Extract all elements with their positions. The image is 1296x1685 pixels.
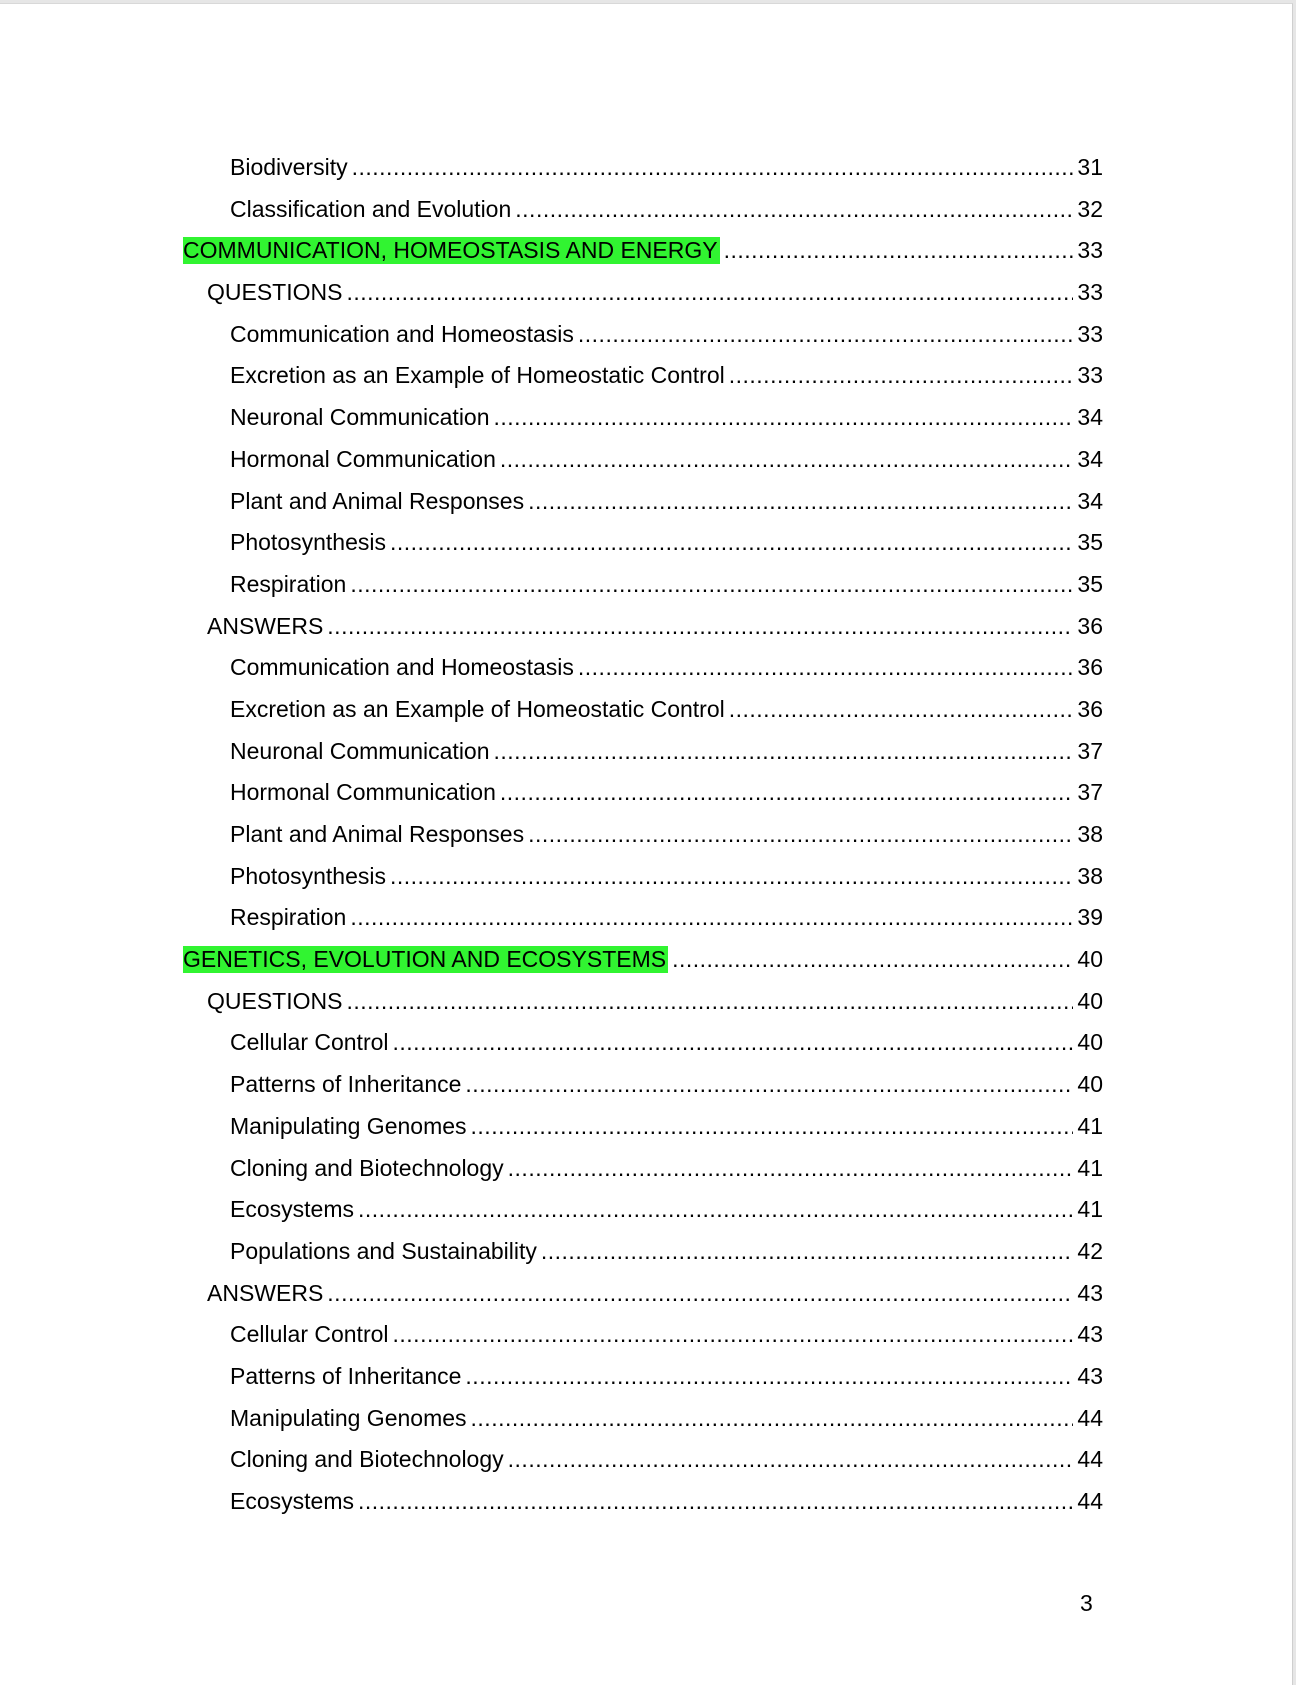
toc-page-number: 43 [1077, 1362, 1103, 1389]
document-page [0, 3, 1293, 1685]
toc-subsection-title: QUESTIONS [207, 279, 343, 306]
toc-topic-title: Patterns of Inheritance [230, 1071, 462, 1098]
toc-dot-leader [350, 904, 1073, 931]
toc-page-number: 33 [1077, 279, 1103, 306]
toc-topic-title: Communication and Homeostasis [230, 654, 574, 681]
toc-entry[interactable] [183, 738, 1103, 780]
toc-entry[interactable] [183, 154, 1103, 196]
toc-topic-title: Hormonal Communication [230, 445, 496, 472]
toc-topic-title: Ecosystems [230, 1196, 354, 1223]
toc-topic-title: Patterns of Inheritance [230, 1362, 462, 1389]
toc-topic-title: Hormonal Communication [230, 779, 496, 806]
toc-dot-leader [528, 821, 1073, 848]
toc-entry[interactable] [183, 988, 1103, 1030]
toc-dot-leader [346, 279, 1073, 306]
toc-page-number: 36 [1077, 654, 1103, 681]
toc-entry[interactable] [183, 446, 1103, 488]
toc-page-number: 34 [1077, 487, 1103, 514]
toc-dot-leader [471, 1113, 1074, 1140]
toc-entry[interactable] [183, 1280, 1103, 1322]
toc-dot-leader [541, 1238, 1074, 1265]
toc-dot-leader [729, 696, 1074, 723]
toc-dot-leader [327, 1280, 1073, 1307]
toc-dot-leader [327, 613, 1073, 640]
toc-page-number: 35 [1077, 529, 1103, 556]
toc-dot-leader [528, 488, 1073, 515]
toc-topic-title: Respiration [230, 904, 347, 931]
page-number: 3 [1080, 1590, 1093, 1616]
toc-dot-leader [358, 1488, 1073, 1515]
toc-dot-leader [508, 1446, 1074, 1473]
toc-page-number: 37 [1077, 779, 1103, 806]
toc-entry[interactable] [183, 1196, 1103, 1238]
toc-page-number: 43 [1077, 1279, 1103, 1306]
toc-page-number: 31 [1077, 154, 1103, 180]
toc-page-number: 40 [1077, 946, 1103, 973]
toc-entry[interactable] [183, 571, 1103, 613]
toc-entry[interactable] [183, 488, 1103, 530]
toc-topic-title: Plant and Animal Responses [230, 487, 525, 514]
toc-dot-leader [358, 1196, 1073, 1223]
toc-dot-leader [465, 1363, 1073, 1390]
toc-entry[interactable] [183, 1405, 1103, 1447]
toc-page-number: 38 [1077, 821, 1103, 847]
toc-topic-title: Manipulating Genomes [230, 1112, 467, 1139]
toc-entry[interactable] [183, 863, 1103, 905]
toc-entry[interactable] [183, 904, 1103, 946]
toc-entry[interactable] [183, 696, 1103, 738]
toc-page-number: 33 [1077, 362, 1103, 389]
toc-entry[interactable] [183, 1113, 1103, 1155]
toc-page-number: 40 [1077, 987, 1103, 1014]
toc-dot-leader [578, 654, 1074, 681]
toc-entry[interactable] [183, 1446, 1103, 1488]
toc-dot-leader [465, 1071, 1073, 1098]
toc-dot-leader [352, 154, 1074, 181]
toc-dot-leader [500, 779, 1074, 806]
toc-dot-leader [390, 863, 1073, 890]
toc-dot-leader [672, 946, 1073, 973]
toc-dot-leader [346, 988, 1073, 1015]
toc-page-number: 32 [1077, 195, 1103, 222]
toc-page-number: 44 [1077, 1446, 1103, 1473]
toc-page-number: 34 [1077, 445, 1103, 472]
toc-topic-title: Cloning and Biotechnology [230, 1446, 504, 1473]
toc-page-number: 41 [1077, 1112, 1103, 1139]
toc-entry[interactable] [183, 1155, 1103, 1197]
toc-entry[interactable] [183, 1321, 1103, 1363]
toc-page-number: 42 [1077, 1237, 1103, 1264]
toc-entry[interactable] [183, 779, 1103, 821]
toc-topic-title: Biodiversity [230, 154, 348, 180]
toc-topic-title: Cellular Control [230, 1029, 389, 1056]
toc-entry[interactable] [183, 321, 1103, 363]
toc-dot-leader [724, 237, 1074, 264]
toc-topic-title: Photosynthesis [230, 529, 386, 556]
toc-dot-leader [729, 362, 1074, 389]
toc-entry[interactable] [183, 1488, 1103, 1530]
toc-entry[interactable] [183, 1029, 1103, 1071]
toc-entry[interactable] [183, 946, 1103, 988]
toc-page-number: 40 [1077, 1071, 1103, 1098]
toc-topic-title: Cloning and Biotechnology [230, 1154, 504, 1181]
toc-dot-leader [494, 738, 1074, 765]
toc-entry[interactable] [183, 654, 1103, 696]
toc-dot-leader [393, 1029, 1074, 1056]
toc-page-number: 41 [1077, 1196, 1103, 1223]
toc-entry[interactable] [183, 404, 1103, 446]
toc-entry[interactable] [183, 1238, 1103, 1280]
toc-topic-title: Ecosystems [230, 1488, 354, 1514]
toc-topic-title: Populations and Sustainability [230, 1237, 537, 1264]
toc-dot-leader [471, 1405, 1074, 1432]
toc-entry[interactable] [183, 613, 1103, 655]
toc-page-number: 43 [1077, 1321, 1103, 1348]
toc-page-number: 33 [1077, 320, 1103, 347]
toc-subsection-title: QUESTIONS [207, 987, 343, 1014]
toc-entry[interactable] [183, 362, 1103, 404]
toc-entry[interactable] [183, 821, 1103, 863]
toc-topic-title: Neuronal Communication [230, 737, 490, 764]
toc-dot-leader [393, 1321, 1074, 1348]
toc-topic-title: Communication and Homeostasis [230, 320, 574, 347]
toc-topic-title: Excretion as an Example of Homeostatic Control [230, 695, 725, 722]
toc-topic-title: Photosynthesis [230, 862, 386, 889]
toc-entry[interactable] [183, 196, 1103, 238]
toc-entry[interactable] [183, 279, 1103, 321]
toc-dot-leader [500, 446, 1074, 473]
toc-topic-title: Neuronal Communication [230, 404, 490, 431]
toc-dot-leader [515, 196, 1073, 223]
table-of-contents [183, 154, 1103, 1530]
toc-page-number: 44 [1077, 1404, 1103, 1431]
toc-page-number: 39 [1077, 904, 1103, 931]
toc-entry[interactable] [183, 1363, 1103, 1405]
toc-entry[interactable] [183, 237, 1103, 279]
toc-page-number: 44 [1077, 1488, 1103, 1514]
toc-topic-title: Manipulating Genomes [230, 1404, 467, 1431]
toc-dot-leader [508, 1155, 1074, 1182]
toc-subsection-title: ANSWERS [207, 612, 324, 639]
toc-section-title: COMMUNICATION, HOMEOSTASIS AND ENERGY [183, 237, 718, 264]
toc-section-title: GENETICS, EVOLUTION AND ECOSYSTEMS [183, 946, 667, 973]
toc-dot-leader [350, 571, 1073, 598]
toc-topic-title: Plant and Animal Responses [230, 821, 525, 847]
toc-page-number: 35 [1077, 570, 1103, 597]
toc-topic-title: Classification and Evolution [230, 195, 512, 222]
toc-dot-leader [390, 529, 1073, 556]
toc-entry[interactable] [183, 1071, 1103, 1113]
toc-page-number: 37 [1077, 737, 1103, 764]
toc-dot-leader [578, 321, 1074, 348]
toc-dot-leader [494, 404, 1074, 431]
toc-topic-title: Cellular Control [230, 1321, 389, 1348]
toc-page-number: 40 [1077, 1029, 1103, 1056]
toc-topic-title: Respiration [230, 570, 347, 597]
toc-subsection-title: ANSWERS [207, 1279, 324, 1306]
toc-page-number: 34 [1077, 404, 1103, 431]
toc-page-number: 33 [1077, 237, 1103, 264]
toc-topic-title: Excretion as an Example of Homeostatic Control [230, 362, 725, 389]
toc-page-number: 38 [1077, 862, 1103, 889]
toc-entry[interactable] [183, 529, 1103, 571]
toc-page-number: 41 [1077, 1154, 1103, 1181]
toc-page-number: 36 [1077, 695, 1103, 722]
toc-page-number: 36 [1077, 612, 1103, 639]
